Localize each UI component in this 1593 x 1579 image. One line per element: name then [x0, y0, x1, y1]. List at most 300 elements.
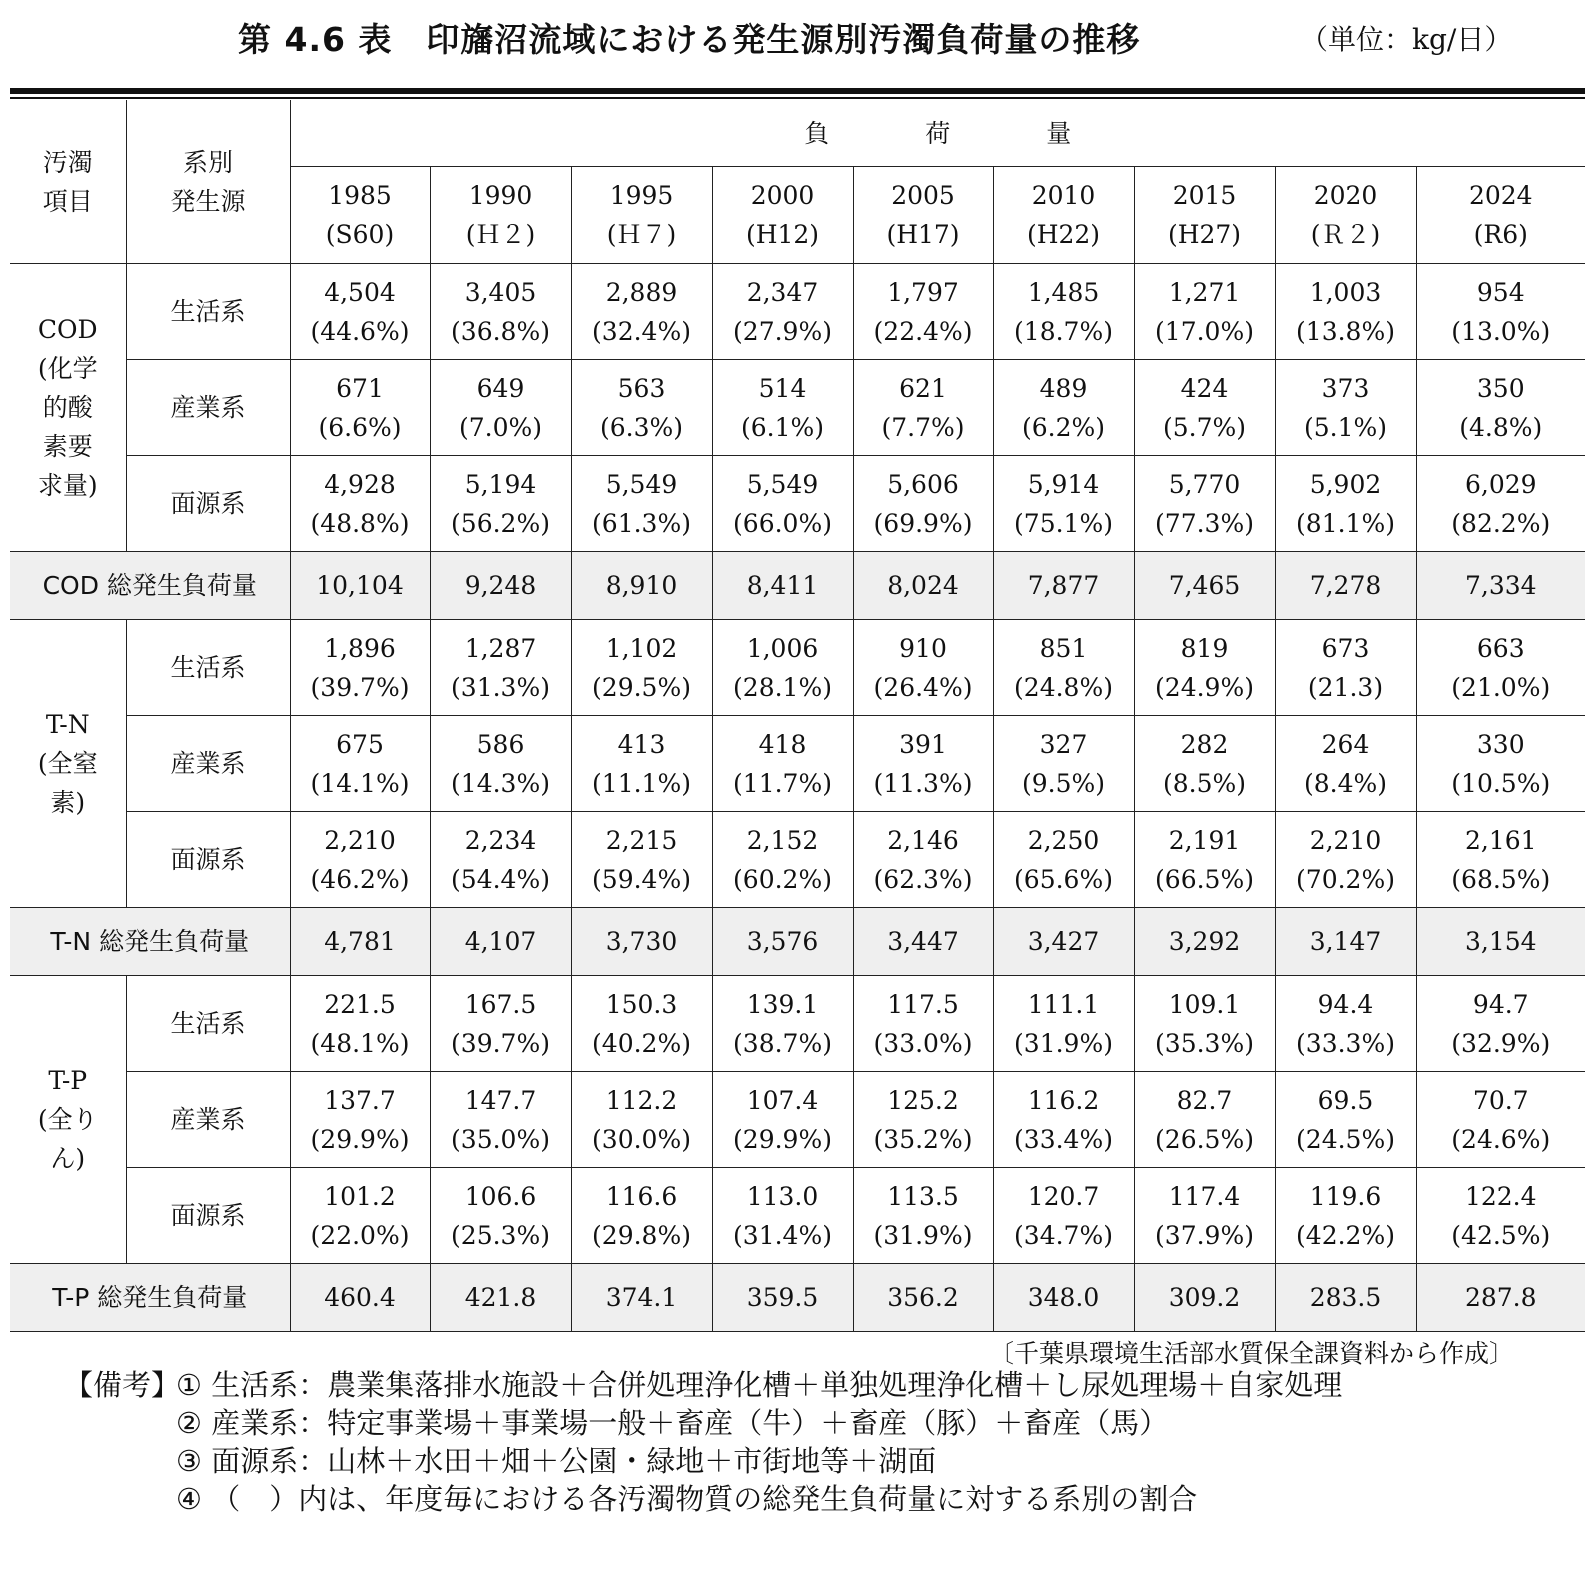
value-cell	[430, 716, 571, 812]
note-3: ③ 面源系：山林＋水田＋畑＋公園・緑地＋市街地等＋湖面	[176, 1444, 937, 1478]
item-label-line: (全り	[37, 1105, 98, 1134]
value-cell	[290, 620, 430, 716]
load-value: 2,234	[464, 825, 537, 855]
load-percent: (38.7%)	[733, 1028, 832, 1058]
total-row	[10, 908, 1585, 976]
load-value: 106.6	[464, 1181, 537, 1211]
item-label-line: COD	[37, 315, 98, 344]
value-cell	[1416, 620, 1585, 716]
load-value: 1,896	[324, 633, 396, 663]
header-year-7	[1275, 167, 1416, 264]
load-value: 116.2	[1027, 1085, 1100, 1115]
note-row-3	[64, 1442, 1342, 1480]
value-cell	[712, 716, 853, 812]
load-percent: (29.9%)	[733, 1124, 832, 1154]
value-cell	[1416, 976, 1585, 1072]
load-percent: (5.7%)	[1162, 412, 1247, 442]
load-value: 1,003	[1309, 277, 1382, 307]
load-percent: (33.4%)	[1014, 1124, 1113, 1154]
total-value: 7,465	[1134, 552, 1275, 620]
value-cell	[430, 1168, 571, 1264]
load-percent: (17.0%)	[1155, 316, 1254, 346]
load-percent: (59.4%)	[592, 864, 691, 894]
load-percent: (56.2%)	[451, 508, 550, 538]
value-cell	[571, 1072, 712, 1168]
value-cell	[853, 620, 993, 716]
header-source-line-1: 系別	[182, 147, 233, 177]
total-value: 8,910	[571, 552, 712, 620]
load-value: 2,146	[887, 825, 959, 855]
load-percent: (66.0%)	[733, 508, 832, 538]
load-percent: (29.8%)	[592, 1220, 691, 1250]
value-cell	[430, 264, 571, 360]
load-percent: (65.6%)	[1014, 864, 1113, 894]
value-cell	[712, 1168, 853, 1264]
total-value: 8,411	[712, 552, 853, 620]
load-value: 94.7	[1472, 989, 1529, 1019]
load-value: 2,889	[605, 277, 678, 307]
value-cell	[1275, 360, 1416, 456]
load-percent: (35.3%)	[1155, 1028, 1254, 1058]
table-row	[10, 1168, 1585, 1264]
value-cell	[571, 264, 712, 360]
load-percent: (4.8%)	[1459, 412, 1543, 442]
header-year-0	[290, 167, 430, 264]
year-label: 2020	[1313, 181, 1378, 210]
era-label: (S60)	[325, 220, 395, 249]
load-percent: (21.0%)	[1451, 672, 1551, 702]
total-value: 3,447	[853, 908, 993, 976]
load-value: 122.4	[1464, 1181, 1537, 1211]
value-cell	[1416, 360, 1585, 456]
era-label: (H17)	[886, 220, 960, 249]
item-label-line: 素)	[50, 788, 86, 817]
load-value: 1,485	[1027, 277, 1100, 307]
load-value: 69.5	[1317, 1085, 1374, 1115]
value-cell	[1275, 1168, 1416, 1264]
load-value: 1,102	[605, 633, 678, 663]
load-percent: (11.1%)	[592, 768, 691, 798]
load-percent: (33.0%)	[873, 1028, 973, 1058]
item-label-line: T-N	[45, 710, 90, 739]
value-cell	[853, 456, 993, 552]
load-percent: (42.2%)	[1296, 1220, 1395, 1250]
value-cell	[290, 264, 430, 360]
total-value: 3,147	[1275, 908, 1416, 976]
load-value: 5,902	[1309, 469, 1382, 499]
load-value: 2,161	[1464, 825, 1537, 855]
note-row-1	[64, 1366, 1342, 1404]
load-value: 107.4	[746, 1085, 819, 1115]
year-label: 1985	[328, 181, 392, 210]
load-value: 2,250	[1027, 825, 1100, 855]
source-label: 面源系	[126, 812, 290, 908]
value-cell	[993, 812, 1134, 908]
value-cell	[1134, 360, 1275, 456]
load-percent: (31.9%)	[873, 1220, 973, 1250]
item-cell	[10, 976, 126, 1264]
load-percent: (6.3%)	[599, 412, 684, 442]
load-value: 82.7	[1176, 1085, 1233, 1115]
load-value: 373	[1321, 373, 1370, 403]
note-row-4	[64, 1480, 1342, 1518]
load-value: 147.7	[464, 1085, 537, 1115]
top-rule-thin	[10, 97, 1585, 99]
item-cell	[10, 264, 126, 552]
load-percent: (32.4%)	[592, 316, 691, 346]
value-cell	[712, 360, 853, 456]
load-percent: (33.3%)	[1296, 1028, 1395, 1058]
total-value: 7,334	[1416, 552, 1585, 620]
total-value: 309.2	[1134, 1264, 1275, 1332]
total-value: 356.2	[853, 1264, 993, 1332]
load-percent: (24.9%)	[1155, 672, 1254, 702]
year-label: 2010	[1031, 181, 1096, 210]
load-value: 586	[476, 729, 525, 759]
table-row	[10, 620, 1585, 716]
item-label-line: (化学	[37, 354, 98, 383]
unit-label: （単位：kg/日）	[1300, 23, 1513, 56]
header-source-line-2: 発生源	[170, 186, 246, 216]
load-percent: (24.8%)	[1014, 672, 1113, 702]
load-value: 663	[1476, 633, 1525, 663]
load-percent: (13.8%)	[1296, 316, 1395, 346]
value-cell	[1134, 456, 1275, 552]
value-cell	[993, 1072, 1134, 1168]
load-percent: (13.0%)	[1451, 316, 1551, 346]
value-cell	[853, 976, 993, 1072]
table-row	[10, 456, 1585, 552]
total-value: 8,024	[853, 552, 993, 620]
load-percent: (22.4%)	[873, 316, 973, 346]
value-cell	[430, 1072, 571, 1168]
load-percent: (30.0%)	[592, 1124, 691, 1154]
load-value: 3,405	[464, 277, 537, 307]
load-value: 119.6	[1309, 1181, 1382, 1211]
value-cell	[1416, 456, 1585, 552]
load-value: 671	[336, 373, 384, 403]
value-cell	[290, 716, 430, 812]
load-percent: (31.9%)	[1014, 1028, 1113, 1058]
table-row	[10, 264, 1585, 360]
load-percent: (82.2%)	[1451, 508, 1551, 538]
value-cell	[1275, 976, 1416, 1072]
value-cell	[1275, 1072, 1416, 1168]
value-cell	[430, 976, 571, 1072]
total-value: 348.0	[993, 1264, 1134, 1332]
table-title-bar	[0, 14, 1593, 66]
load-percent: (66.5%)	[1155, 864, 1254, 894]
total-value: 374.1	[571, 1264, 712, 1332]
load-percent: (61.3%)	[592, 508, 691, 538]
notes-label: 【備考】	[64, 1368, 181, 1402]
total-label: COD 総発生負荷量	[10, 552, 290, 620]
load-value: 489	[1039, 373, 1088, 403]
value-cell	[290, 456, 430, 552]
header-year-6	[1134, 167, 1275, 264]
total-value: 4,107	[430, 908, 571, 976]
load-value: 1,006	[746, 633, 819, 663]
source-label: 産業系	[126, 1072, 290, 1168]
load-percent: (21.3)	[1307, 672, 1384, 702]
total-value: 7,877	[993, 552, 1134, 620]
load-percent: (8.4%)	[1303, 768, 1388, 798]
source-label: 面源系	[126, 1168, 290, 1264]
value-cell	[853, 716, 993, 812]
load-value: 2,210	[1309, 825, 1382, 855]
total-row	[10, 552, 1585, 620]
source-label: 産業系	[126, 360, 290, 456]
value-cell	[853, 264, 993, 360]
load-percent: (14.3%)	[451, 768, 550, 798]
load-value: 113.0	[746, 1181, 819, 1211]
value-cell	[1275, 716, 1416, 812]
load-value: 621	[899, 373, 947, 403]
total-value: 283.5	[1275, 1264, 1416, 1332]
total-value: 3,730	[571, 908, 712, 976]
load-value: 330	[1476, 729, 1525, 759]
load-value: 6,029	[1464, 469, 1537, 499]
value-cell	[430, 456, 571, 552]
load-value: 120.7	[1027, 1181, 1100, 1211]
load-value: 2,215	[605, 825, 678, 855]
value-cell	[853, 360, 993, 456]
value-cell	[712, 456, 853, 552]
era-label: (Ｈ２)	[465, 220, 536, 249]
source-label: 産業系	[126, 716, 290, 812]
pollution-load-table	[10, 100, 1585, 1332]
header-item-line-1: 汚濁	[42, 147, 93, 177]
value-cell	[1416, 716, 1585, 812]
item-label-line: 素要	[42, 432, 93, 461]
table-row	[10, 976, 1585, 1072]
load-percent: (54.4%)	[451, 864, 550, 894]
load-value: 125.2	[887, 1085, 959, 1115]
top-rule-thick	[10, 88, 1585, 94]
load-value: 327	[1039, 729, 1088, 759]
value-cell	[1416, 1072, 1585, 1168]
notes	[64, 1366, 1342, 1518]
header-load-char-1: 負	[804, 118, 830, 148]
header-year-3	[712, 167, 853, 264]
header-item-line-2: 項目	[42, 186, 93, 216]
load-value: 4,928	[324, 469, 396, 499]
value-cell	[712, 812, 853, 908]
load-value: 137.7	[324, 1085, 396, 1115]
load-percent: (77.3%)	[1155, 508, 1254, 538]
value-cell	[1416, 264, 1585, 360]
era-label: (Ｈ７)	[606, 220, 677, 249]
value-cell	[571, 360, 712, 456]
era-label: (H12)	[745, 220, 820, 249]
load-value: 413	[617, 729, 666, 759]
load-percent: (27.9%)	[733, 316, 832, 346]
header-year-4	[853, 167, 993, 264]
era-label: (R6)	[1473, 220, 1528, 249]
load-percent: (24.5%)	[1296, 1124, 1395, 1154]
total-value: 3,576	[712, 908, 853, 976]
total-value: 9,248	[430, 552, 571, 620]
load-value: 563	[617, 373, 666, 403]
load-percent: (34.7%)	[1014, 1220, 1113, 1250]
load-value: 5,194	[464, 469, 537, 499]
load-value: 111.1	[1027, 989, 1100, 1019]
value-cell	[1416, 812, 1585, 908]
load-percent: (29.5%)	[592, 672, 691, 702]
value-cell	[993, 264, 1134, 360]
value-cell	[1134, 1072, 1275, 1168]
load-value: 117.5	[887, 989, 959, 1019]
value-cell	[993, 456, 1134, 552]
load-percent: (68.5%)	[1451, 864, 1551, 894]
item-label-line: 的酸	[42, 393, 93, 422]
header-load-char-2: 荷	[925, 118, 951, 148]
value-cell	[571, 1168, 712, 1264]
load-value: 282	[1180, 729, 1229, 759]
load-percent: (31.4%)	[733, 1220, 832, 1250]
total-row	[10, 1264, 1585, 1332]
item-label-line: 求量)	[37, 471, 98, 500]
value-cell	[993, 360, 1134, 456]
total-value: 3,427	[993, 908, 1134, 976]
load-percent: (42.5%)	[1451, 1220, 1551, 1250]
value-cell	[1134, 620, 1275, 716]
source-label: 生活系	[126, 264, 290, 360]
load-percent: (32.9%)	[1451, 1028, 1551, 1058]
value-cell	[290, 1168, 430, 1264]
year-label: 1995	[609, 181, 674, 210]
load-value: 264	[1321, 729, 1370, 759]
item-label-line: ん)	[50, 1144, 86, 1173]
load-value: 101.2	[324, 1181, 396, 1211]
value-cell	[1275, 620, 1416, 716]
load-percent: (37.9%)	[1155, 1220, 1254, 1250]
value-cell	[993, 620, 1134, 716]
load-value: 649	[476, 373, 525, 403]
load-percent: (31.3%)	[451, 672, 550, 702]
year-label: 1990	[468, 181, 533, 210]
value-cell	[712, 1072, 853, 1168]
value-cell	[290, 812, 430, 908]
header-load	[290, 100, 1585, 167]
total-label: T-N 総発生負荷量	[10, 908, 290, 976]
load-value: 5,914	[1027, 469, 1100, 499]
note-row-2	[64, 1404, 1342, 1442]
total-value: 421.8	[430, 1264, 571, 1332]
load-value: 4,504	[324, 277, 396, 307]
load-value: 514	[758, 373, 807, 403]
load-percent: (7.7%)	[881, 412, 965, 442]
load-value: 2,347	[746, 277, 819, 307]
value-cell	[993, 976, 1134, 1072]
load-value: 5,770	[1168, 469, 1241, 499]
load-value: 94.4	[1317, 989, 1374, 1019]
value-cell	[571, 716, 712, 812]
total-value: 460.4	[290, 1264, 430, 1332]
year-label: 2005	[891, 181, 955, 210]
value-cell	[853, 1072, 993, 1168]
value-cell	[290, 360, 430, 456]
load-percent: (46.2%)	[310, 864, 410, 894]
load-percent: (40.2%)	[592, 1028, 691, 1058]
header-load-char-3: 量	[1046, 118, 1072, 148]
load-percent: (6.1%)	[740, 412, 825, 442]
load-value: 70.7	[1472, 1085, 1529, 1115]
load-value: 113.5	[887, 1181, 959, 1211]
load-percent: (11.3%)	[873, 768, 973, 798]
table-title: 第 4.6 表 印旛沼流域における発生源別汚濁負荷量の推移	[238, 20, 1141, 59]
load-percent: (9.5%)	[1021, 768, 1106, 798]
note-1: ① 生活系：農業集落排水施設＋合併処理浄化槽＋単独処理浄化槽＋し尿処理場＋自家処理	[176, 1368, 1343, 1402]
load-percent: (70.2%)	[1296, 864, 1395, 894]
load-percent: (24.6%)	[1451, 1124, 1551, 1154]
value-cell	[1275, 456, 1416, 552]
load-value: 2,152	[746, 825, 819, 855]
load-value: 350	[1476, 373, 1525, 403]
value-cell	[712, 976, 853, 1072]
load-percent: (14.1%)	[310, 768, 410, 798]
load-value: 2,210	[324, 825, 396, 855]
table-row	[10, 716, 1585, 812]
load-value: 1,271	[1168, 277, 1241, 307]
value-cell	[430, 812, 571, 908]
total-value: 4,781	[290, 908, 430, 976]
total-label: T-P 総発生負荷量	[10, 1264, 290, 1332]
load-percent: (6.2%)	[1021, 412, 1106, 442]
load-percent: (5.1%)	[1303, 412, 1388, 442]
load-value: 112.2	[605, 1085, 678, 1115]
load-value: 675	[336, 729, 384, 759]
total-value: 10,104	[290, 552, 430, 620]
total-value: 7,278	[1275, 552, 1416, 620]
table-body	[10, 100, 1585, 1332]
era-label: (Ｒ２)	[1310, 220, 1381, 249]
header-item	[10, 100, 126, 264]
table-row	[10, 360, 1585, 456]
note-2: ② 産業系：特定事業場＋事業場一般＋畜産（牛）＋畜産（豚）＋畜産（馬）	[176, 1406, 1169, 1440]
load-value: 117.4	[1168, 1181, 1241, 1211]
load-value: 116.6	[605, 1181, 678, 1211]
era-label: (H27)	[1167, 220, 1242, 249]
year-label: 2000	[750, 181, 815, 210]
item-cell	[10, 620, 126, 908]
table-row	[10, 1072, 1585, 1168]
load-percent: (60.2%)	[733, 864, 832, 894]
total-value: 3,154	[1416, 908, 1585, 976]
source-label: 生活系	[126, 976, 290, 1072]
item-label-line: T-P	[48, 1066, 88, 1095]
load-value: 418	[758, 729, 807, 759]
source-label: 生活系	[126, 620, 290, 716]
load-percent: (28.1%)	[733, 672, 832, 702]
load-percent: (26.4%)	[873, 672, 973, 702]
load-percent: (18.7%)	[1014, 316, 1113, 346]
value-cell	[571, 812, 712, 908]
value-cell	[571, 456, 712, 552]
load-percent: (25.3%)	[451, 1220, 550, 1250]
value-cell	[853, 812, 993, 908]
load-value: 424	[1180, 373, 1229, 403]
load-value: 954	[1476, 277, 1525, 307]
load-percent: (39.7%)	[451, 1028, 550, 1058]
header-year-1	[430, 167, 571, 264]
load-value: 673	[1321, 633, 1370, 663]
value-cell	[1134, 812, 1275, 908]
load-percent: (39.7%)	[310, 672, 410, 702]
load-percent: (6.6%)	[318, 412, 402, 442]
load-percent: (48.8%)	[310, 508, 410, 538]
value-cell	[571, 976, 712, 1072]
